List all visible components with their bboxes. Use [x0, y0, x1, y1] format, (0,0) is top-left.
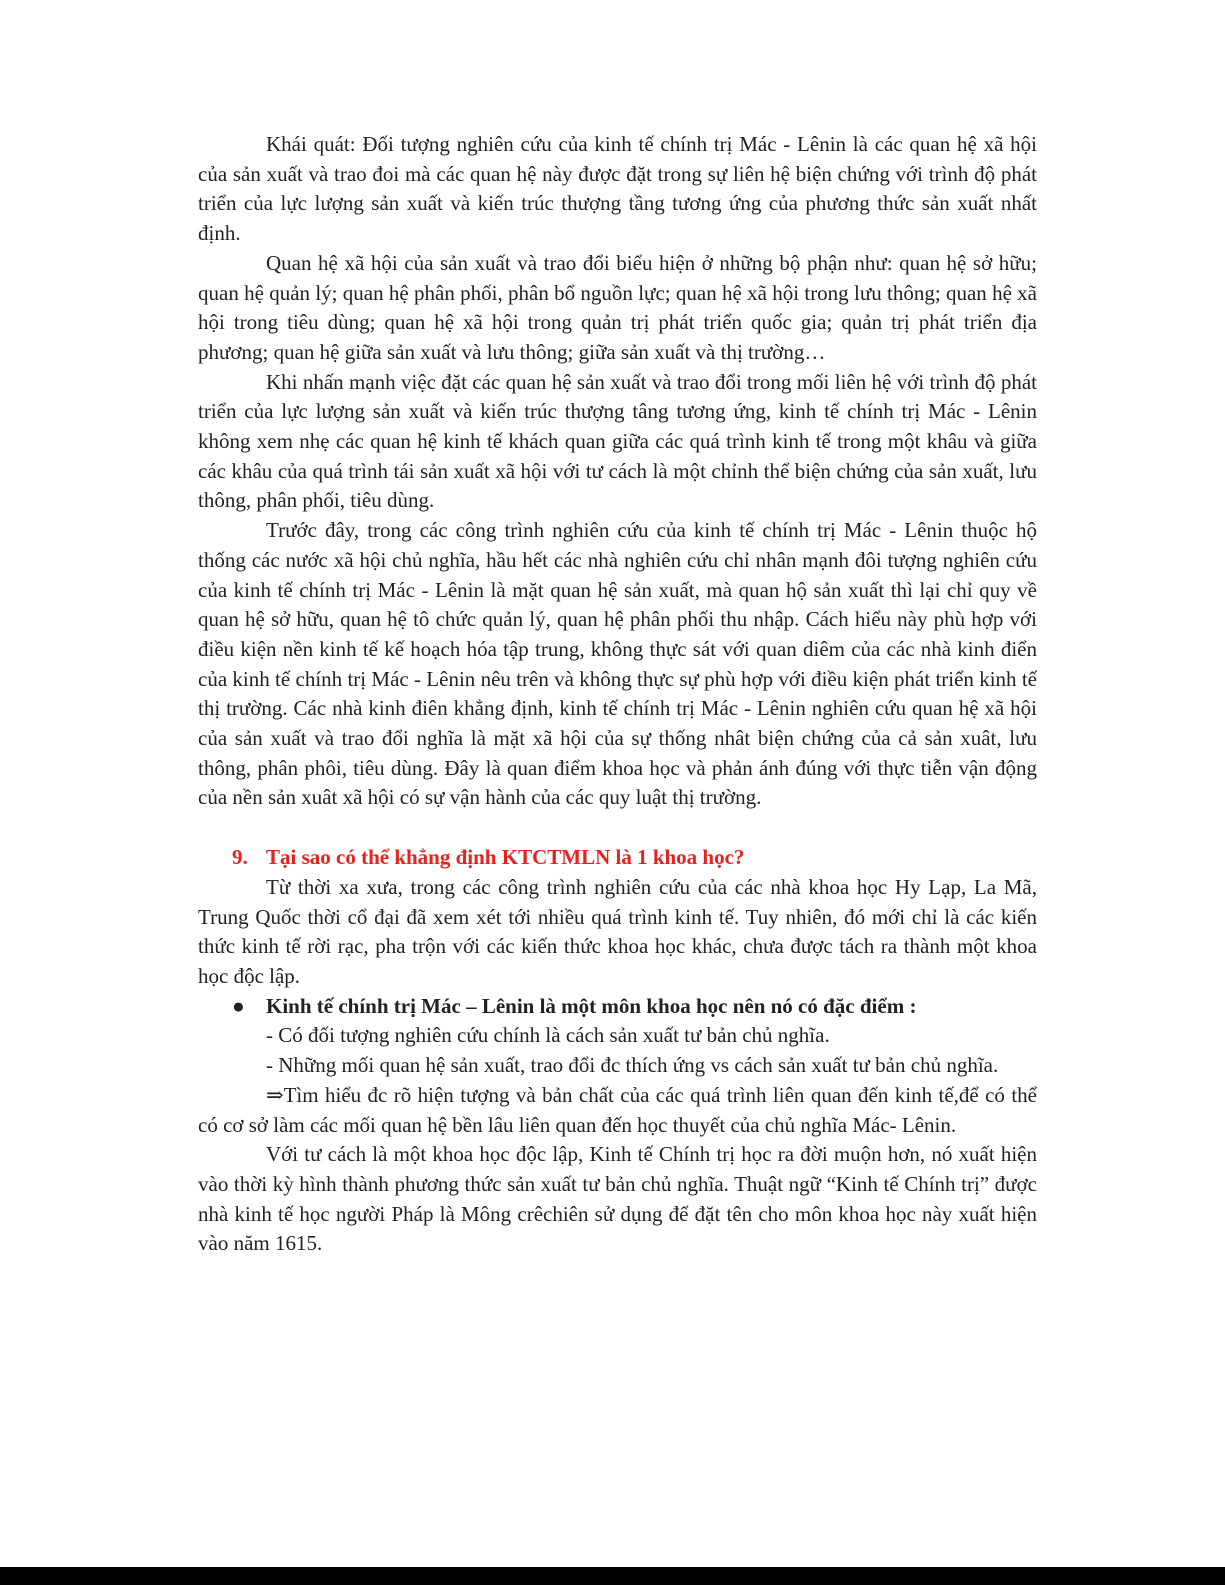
- sub-item-conclusion: ⇒Tìm hiểu đc rõ hiện tượng và bản chất của các quá trình liên quan đến kinh tế,để có thể có cơ sở làm các mối quan hệ bền lâu liên quan đến học thuyết của chủ nghĩa Mác- Lênin.: [198, 1082, 1037, 1137]
- paragraph-intro: Từ thời xa xưa, trong các công trình nghiên cứu của các nhà khoa học Hy Lạp, La Mã, Trung Quốc thời cổ đại đã xem xét tới nhiều quá trình kinh tế. Tuy nhiên, đó mới chỉ là các kiến thức kinh tế rời rạc, pha trộn với các kiến thức khoa học khác, chưa được tách ra thành một khoa học độc lập.: [198, 874, 1037, 988]
- document-page: [198, 130, 1037, 1259]
- sub-item-object: - Có đối tượng nghiên cứu chính là cách sản xuất tư bản chủ nghĩa.: [266, 1023, 830, 1048]
- heading-number: 9.: [232, 845, 248, 870]
- paragraph-overview: Khái quát: Đối tượng nghiên cứu của kinh tế chính trị Mác - Lênin là các quan hệ xã hội của sản xuất và trao đoi mà các quan hệ này được đặt trong sự liên hệ biện chứng với trình độ phát triển của lực lượng sản xuất và kiến trúc thượng tầng tương ứng của phương thức sản xuất nhất định.: [198, 132, 1037, 246]
- paragraph-independent-science: Với tư cách là một khoa học độc lập, Kinh tế Chính trị học ra đời muộn hơn, nó xuất hiện vào thời kỳ hình thành phương thức sản xuất tư bản chủ nghĩa. Thuật ngữ “Kinh tế Chính trị” được nhà kinh tế học người Pháp là Mông crêchiên sử dụng để đặt tên cho môn khoa học này xuất hiện vào năm 1615.: [198, 1142, 1037, 1256]
- bullet-icon: ●: [232, 993, 245, 1018]
- section-gap: [198, 813, 1037, 843]
- page-bottom-edge: [0, 1567, 1225, 1585]
- sub-item-relations: - Những mối quan hệ sản xuất, trao đổi đc thích ứng vs cách sản xuất tư bản chủ nghĩa.: [266, 1053, 999, 1078]
- bullet-item: [198, 992, 1037, 1022]
- paragraph-history: Trước đây, trong các công trình nghiên cứu của kinh tế chính trị Mác - Lênin thuộc hộ thống các nước xã hội chủ nghĩa, hầu hết các nhà nghiên cứu chỉ nhân mạnh đôi tượng nghiên cứu của kinh tế chính trị Mác - Lênin là mặt quan hệ sản xuất, mà quan hộ sản xuất thì lại chỉ quy về quan hệ sở hữu, quan hệ tô chức quản lý, quan hệ phân phối thu nhập. Cách hiểu này phù hợp với điều kiện nền kinh tế kế hoạch hóa tập trung, không thực sát với quan diêm của các nhà kinh điển của kinh tế chính trị Mác - Lênin nêu trên và không thực sự phù hợp với điều kiện phát triển kinh tế thị trường. Các nhà kinh điên khẳng định, kinh tế chính trị Mác - Lênin nghiên cứu quan hệ xã hội của sản xuất và trao đổi nghĩa là mặt xã hội của sự thống nhât biện chứng của cả sản xuât, lưu thông, phân phôi, tiêu dùng. Đây là quan điểm khoa học và phản ánh đúng với thực tiễn vận động của nền sản xuât xã hội có sự vận hành của các quy luật thị trường.: [198, 518, 1037, 810]
- section-heading-9: [198, 843, 1037, 873]
- paragraph-social-relations: Quan hệ xã hội của sản xuất và trao đổi biểu hiện ở những bộ phận như: quan hệ sở hữu; quan hệ quản lý; quan hệ phân phối, phân bổ nguồn lực; quan hệ xã hội trong lưu thông; quan hệ xã hội trong tiêu dùng; quan hệ xã hội trong quản trị phát triển quốc gia; quản trị phát triển địa phương; quan hệ giữa sản xuất và lưu thông; giữa sản xuất và thị trường…: [198, 250, 1037, 364]
- paragraph-emphasis: Khi nhấn mạnh việc đặt các quan hệ sản xuất và trao đổi trong mối liên hệ với trình độ phát triển của lực lượng sản xuất và kiến trúc thượng tâng tương ứng, kinh tế chính trị Mác - Lênin không xem nhẹ các quan hệ kinh tế khách quan giữa các quá trình kinh tế trong một khâu và giữa các khâu của quá trình tái sản xuất xã hội với tư cách là một chỉnh thể biện chứng của sản xuất, lưu thông, phân phối, tiêu dùng.: [198, 369, 1037, 513]
- bullet-text: Kinh tế chính trị Mác – Lênin là một môn khoa học nên nó có đặc điểm :: [266, 993, 917, 1018]
- heading-text: Tại sao có thể khẳng định KTCTMLN là 1 khoa học?: [266, 845, 745, 870]
